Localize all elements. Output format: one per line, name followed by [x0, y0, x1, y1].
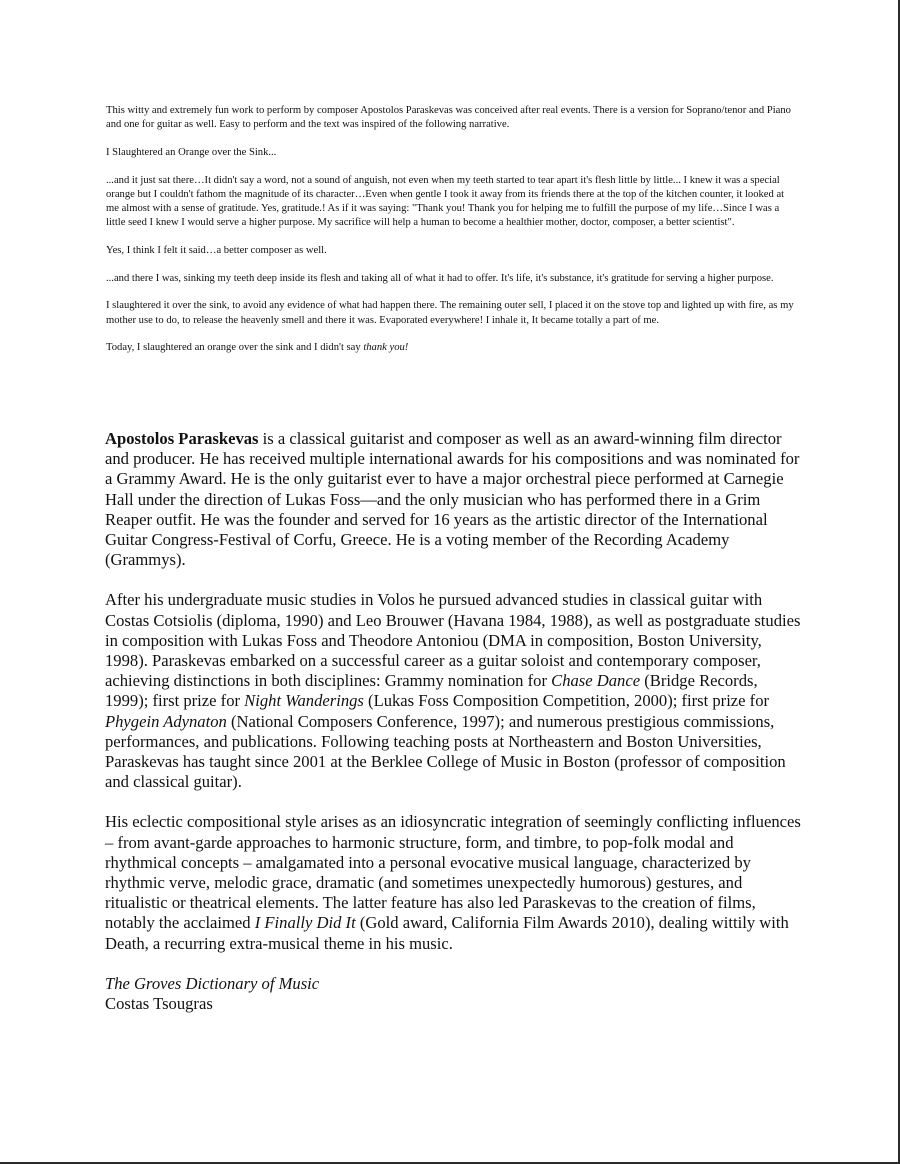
composer-name: Apostolos Paraskevas	[105, 429, 259, 448]
work-title: Phygein Adynaton	[105, 711, 227, 731]
narrative-title: I Slaughtered an Orange over the Sink...	[106, 146, 277, 158]
program-note	[106, 104, 796, 369]
biography-paragraph-3	[105, 812, 805, 953]
biography-paragraph-1	[105, 429, 805, 570]
composer-biography	[105, 429, 805, 1014]
narrative-closing	[106, 341, 796, 355]
source-title-text: The Groves Dictionary of Music	[105, 973, 320, 993]
source-title	[105, 974, 805, 994]
biography-text: (Lukas Foss Composition Competition, 2000); first prize for	[363, 691, 770, 711]
author-name: Costas Tsougras	[105, 994, 213, 1014]
work-title: Night Wanderings	[244, 691, 364, 711]
biography-text: (Gold award, California Film Awards 2010), dealing wittily with Death, a recurring extra-musical theme in his music.	[105, 913, 789, 953]
biography-text: (National Composers Conference, 1997); and numerous prestigious commissions, performances, and publications. Following teaching posts at Northeastern and Boston Universities, Paraskevas has taught since 2001 at the Berklee College of Music in Boston (professor of composition and classical guitar).	[105, 711, 786, 792]
program-note-intro: This witty and extremely fun work to perform by composer Apostolos Paraskevas was conceived after real events. There is a version for Soprano/tenor and Piano and one for guitar as well. Easy to perform and the text was inspired of the following narrative.	[106, 105, 791, 131]
biography-text: is a classical guitarist and composer as well as an award-winning film director and producer. He has received multiple international awards for his compositions and was nominated for a Grammy Award. He is the only guitarist ever to have a major orchestral piece performed at Carnegie Hall under the direction of Lukas Foss—and the only musician who has performed there in a Grim Reaper outfit. He was the founder and served for 16 years as the artistic director of the International Guitar Congress-Festival of Corfu, Greece. He is a voting member of the Recording Academy (Grammys).	[105, 429, 800, 570]
narrative-paragraph: ...and it just sat there…It didn't say a word, not a sound of anguish, not even when my teeth started to tear apart it's flesh little by little... I knew it was a special orange but I couldn't fathom the magnitude of its character…Even when gentle I took it away from its friends there at the top of the kitchen counter, it looked at me almost with a sense of gratitude. Yes, gratitude.! As if it was saying: "Thank you! Thank you for helping me to fulfill the purpose of my life…Since I was a little seed I knew I would serve a higher purpose. My sacrifice will help a human to become a healthier mother, doctor, composer, a better scientist".	[106, 174, 785, 229]
closing-italic: thank you!	[363, 342, 409, 354]
biography-text: (Bridge Records, 1999); first prize for	[105, 671, 758, 711]
film-title: I Finally Did It	[254, 913, 356, 933]
biography-text: His eclectic compositional style arises as an idiosyncratic integration of seemingly conflicting influences – from avant-garde approaches to harmonic structure, form, and timbre, to pop-folk modal and rhythmical concepts – amalgamated into a personal evocative musical language, characterized by rhythmic verve, melodic grace, dramatic (and sometimes unexpectedly humorous) gestures, and ritualistic or theatrical elements. The latter feature has also led Paraskevas to the creation of films, notably the acclaimed	[105, 812, 801, 933]
narrative-paragraph: Yes, I think I felt it said…a better composer as well.	[106, 244, 327, 256]
work-title: Chase Dance	[551, 671, 641, 691]
biography-text: After his undergraduate music studies in Volos he pursued advanced studies in classical guitar with Costas Cotsiolis (diploma, 1990) and Leo Brouwer (Havana 1984, 1988), as well as postgraduate studies in composition with Lukas Foss and Theodore Antoniou (DMA in composition, Boston University, 1998). Paraskevas embarked on a successful career as a guitar soloist and contemporary composer, achieving distinctions in both disciplines: Grammy nomination for	[105, 590, 801, 691]
attribution	[105, 974, 805, 1014]
narrative-paragraph: I slaughtered it over the sink, to avoid any evidence of what had happen there. The remaining outer sell, I placed it on the stove top and lighted up with fire, as my mother use to do, to release the heavenly smell and there it was. Evaporated everywhere! I inhale it, It became totally a part of me.	[106, 300, 794, 326]
narrative-paragraph: ...and there I was, sinking my teeth deep inside its flesh and taking all of what it had to offer. It's life, it's substance, it's gratitude for serving a higher purpose.	[106, 272, 774, 284]
closing-text: Today, I slaughtered an orange over the sink and I didn't say	[106, 342, 364, 354]
biography-paragraph-2	[105, 590, 805, 792]
